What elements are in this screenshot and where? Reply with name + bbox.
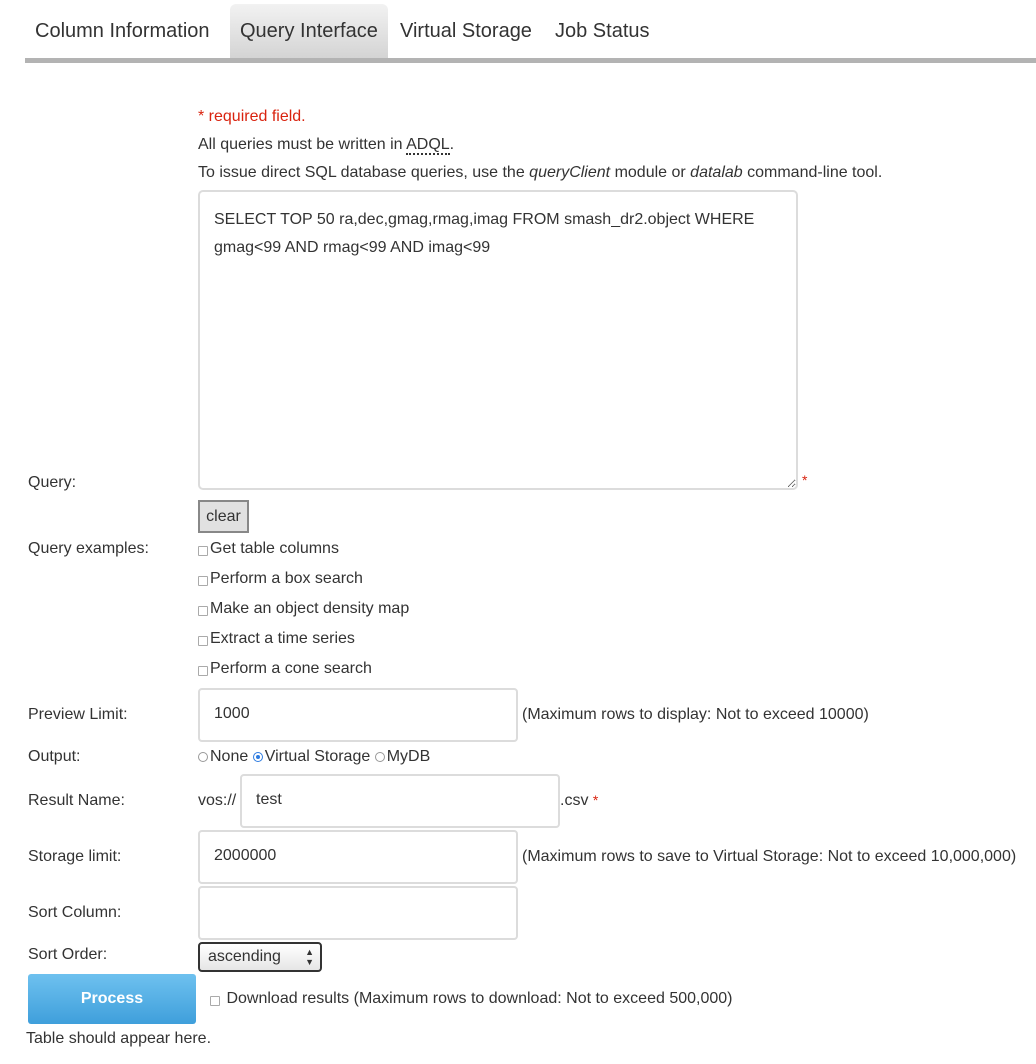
vos-prefix: vos:// (198, 792, 237, 809)
query-examples-label: Query examples: (28, 540, 149, 557)
checkbox[interactable] (198, 546, 208, 556)
result-name-label: Result Name: (28, 792, 125, 809)
sort-order-label: Sort Order: (28, 946, 108, 963)
adql-note-prefix: All queries must be written in (198, 136, 403, 153)
output-mydb-radio[interactable] (375, 752, 385, 762)
direct-note-suffix: command-line tool. (747, 164, 883, 181)
storage-limit-note: (Maximum rows to save to Virtual Storage: Not to exceed 10,000,000) (522, 848, 1017, 865)
download-results-option[interactable] (210, 990, 732, 1008)
checkbox[interactable] (198, 636, 208, 646)
tab-job-status[interactable]: Job Status (555, 20, 650, 42)
download-label: Download results (Maximum rows to download: Not to exceed 500,000) (226, 990, 733, 1007)
adql-note-suffix: . (449, 136, 455, 153)
query-textarea[interactable] (198, 190, 798, 490)
select-arrows-icon: ▲ ▼ (305, 947, 314, 967)
preview-limit-input[interactable]: 1000 (198, 688, 518, 742)
adql-abbr: ADQL (406, 136, 450, 153)
direct-note-prefix: To issue direct SQL database queries, use the (198, 164, 525, 181)
download-checkbox[interactable] (210, 996, 220, 1006)
query-required-star: * (802, 472, 808, 488)
query-label: Query: (28, 474, 77, 491)
output-label: Output: (28, 748, 81, 765)
result-name-suffix (560, 792, 598, 810)
example-cone-search[interactable] (198, 660, 372, 678)
output-vos-radio[interactable] (253, 752, 263, 762)
direct-note-mid: module or (614, 164, 686, 181)
example-get-table-columns[interactable] (198, 540, 339, 558)
example-box-search[interactable] (198, 570, 363, 588)
sort-order-value: ascending (208, 948, 281, 965)
sort-column-input[interactable] (198, 886, 518, 940)
example-label: Make an object density map (210, 600, 410, 617)
example-time-series[interactable] (198, 630, 355, 648)
direct-sql-note (198, 164, 882, 182)
example-density-map[interactable] (198, 600, 409, 618)
result-required-star: * (592, 792, 599, 808)
example-label: Perform a box search (210, 570, 363, 587)
example-label: Get table columns (210, 540, 339, 557)
sort-column-label: Sort Column: (28, 904, 122, 921)
output-vos-label: Virtual Storage (264, 748, 371, 765)
tab-virtual-storage[interactable]: Virtual Storage (400, 20, 532, 42)
result-name-input[interactable]: test (240, 774, 560, 828)
tab-query-interface[interactable]: Query Interface (230, 4, 388, 58)
checkbox[interactable] (198, 666, 208, 676)
sort-order-select[interactable] (198, 942, 322, 972)
tab-bar (25, 4, 1036, 58)
output-none-radio[interactable] (198, 752, 208, 762)
output-radio-group (198, 748, 430, 766)
example-label: Perform a cone search (210, 660, 372, 677)
table-placeholder: Table should appear here. (26, 1030, 212, 1047)
tab-divider (25, 58, 1036, 63)
preview-limit-note: (Maximum rows to display: Not to exceed 10000) (522, 706, 869, 723)
storage-limit-input[interactable]: 2000000 (198, 830, 518, 884)
adql-note (198, 136, 454, 154)
output-mydb-label: MyDB (386, 748, 431, 765)
required-field-note: * required field. (198, 108, 306, 125)
checkbox[interactable] (198, 606, 208, 616)
datalab-tool: datalab (690, 164, 743, 181)
preview-limit-label: Preview Limit: (28, 706, 128, 723)
tab-column-information[interactable]: Column Information (35, 20, 210, 42)
output-none-label: None (210, 748, 249, 765)
clear-button[interactable]: clear (198, 500, 249, 533)
storage-limit-label: Storage limit: (28, 848, 122, 865)
checkbox[interactable] (198, 576, 208, 586)
csv-extension: .csv (560, 792, 589, 809)
query-client-module: queryClient (529, 164, 611, 181)
process-button[interactable]: Process (28, 974, 196, 1024)
example-label: Extract a time series (210, 630, 355, 647)
